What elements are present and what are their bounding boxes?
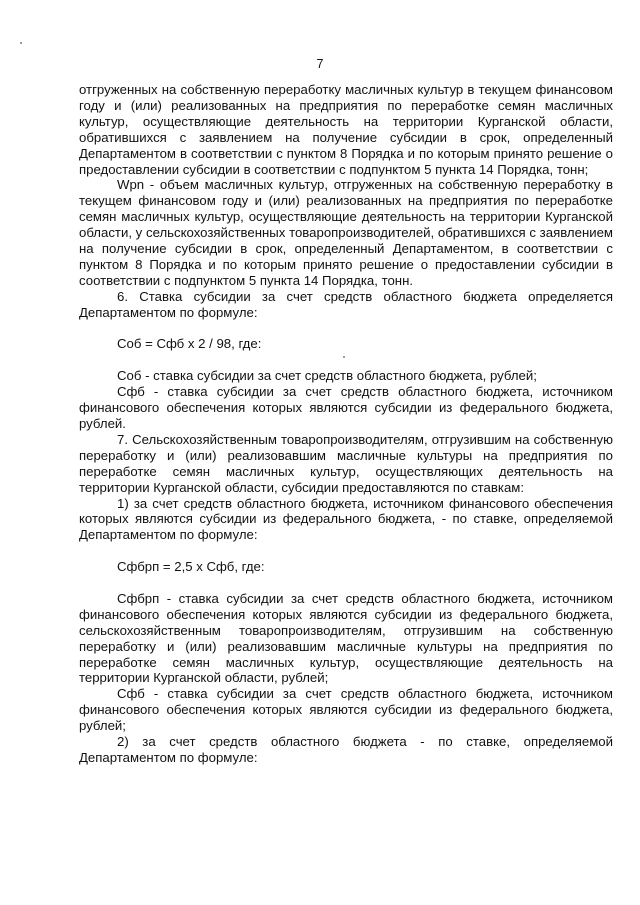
paragraph-sfbrp-definition: Сфбрп - ставка субсидии за счет средств областного бюджета, источником финансового обеспечения которых являются субсидии из федерального бюджета, сельскохозяйственным товаропроизводителям, отгрузившим на собственную переработку и (или) реализовавшим масличные культуры на предприятия по переработке семян масличных культур, осуществляющие деятельность на территории Курганской области, рублей;	[79, 590, 613, 686]
paragraph-continuation: отгруженных на собственную переработку масличных культур в текущем финансовом году и (или) реализованных на предприятия по переработке семян масличных культур, осуществляющие деятельность на территории Курганской области, обратившихся с заявлением на получение субсидии в срок, определенный Департаментом в соответствии с пунктом 8 Порядка и по которым принято решение о предоставлении субсидии в соответствии с подпунктом 5 пункта 14 Порядка, тонн;	[79, 82, 613, 177]
spacer	[79, 575, 613, 591]
paragraph-wpn-definition: Wpn - объем масличных культур, отгруженных на собственную переработку в текущем финансовом году и (или) реализованных на предприятия по переработке семян масличных культур, осуществляющие деятельность на территории Курганской области, у сельскохозяйственных товаропроизводителей, обратившихся с заявлением на получение субсидии в срок, определенный Департаментом, в соответствии с пунктом 8 Порядка и по которым принято решение о предоставлении субсидии в соответствии с подпунктом 5 пункта 14 Порядка, тонн.	[79, 177, 613, 288]
paragraph-sfb-definition-2: Сфб - ставка субсидии за счет средств областного бюджета, источником финансового обеспечения которых являются субсидии из федерального бюджета, рублей;	[79, 686, 613, 734]
paragraph-sob-definition: Соб - ставка субсидии за счет средств областного бюджета, рублей;	[117, 368, 537, 384]
spacer	[79, 352, 613, 368]
formula-sob: Соб = Сфб х 2 / 98, где:	[117, 336, 262, 352]
paragraph-item-7: 7. Сельскохозяйственным товаропроизводителям, отгрузившим на собственную переработку и (или) реализовавшим масличные культуры на предприятия по переработке семян масличных культур, осуществляющих деятельность на территории Курганской области, субсидии предоставляются по ставкам:	[79, 431, 613, 495]
paragraph-subitem-1: 1) за счет средств областного бюджета, источником финансового обеспечения которых являются субсидии из федерального бюджета, - по ставке, определяемой Департаментом по формуле:	[79, 495, 613, 543]
paragraph-item-6: 6. Ставка субсидии за счет средств областного бюджета определяется Департаментом по формуле:	[79, 288, 613, 320]
formula-sfbrp: Сфбрп = 2,5 х Сфб, где:	[117, 559, 265, 575]
paragraph-sfb-definition: Сфб - ставка субсидии за счет средств областного бюджета, источником финансового обеспечения которых являются субсидии из федерального бюджета, рублей.	[79, 384, 613, 431]
document-body	[79, 82, 613, 766]
scan-speck	[20, 42, 22, 44]
spacer	[79, 543, 613, 559]
paragraph-subitem-2: 2) за счет средств областного бюджета - по ставке, определяемой Департаментом по формуле:	[79, 734, 613, 765]
spacer	[79, 321, 613, 337]
page-number: 7	[316, 57, 324, 71]
